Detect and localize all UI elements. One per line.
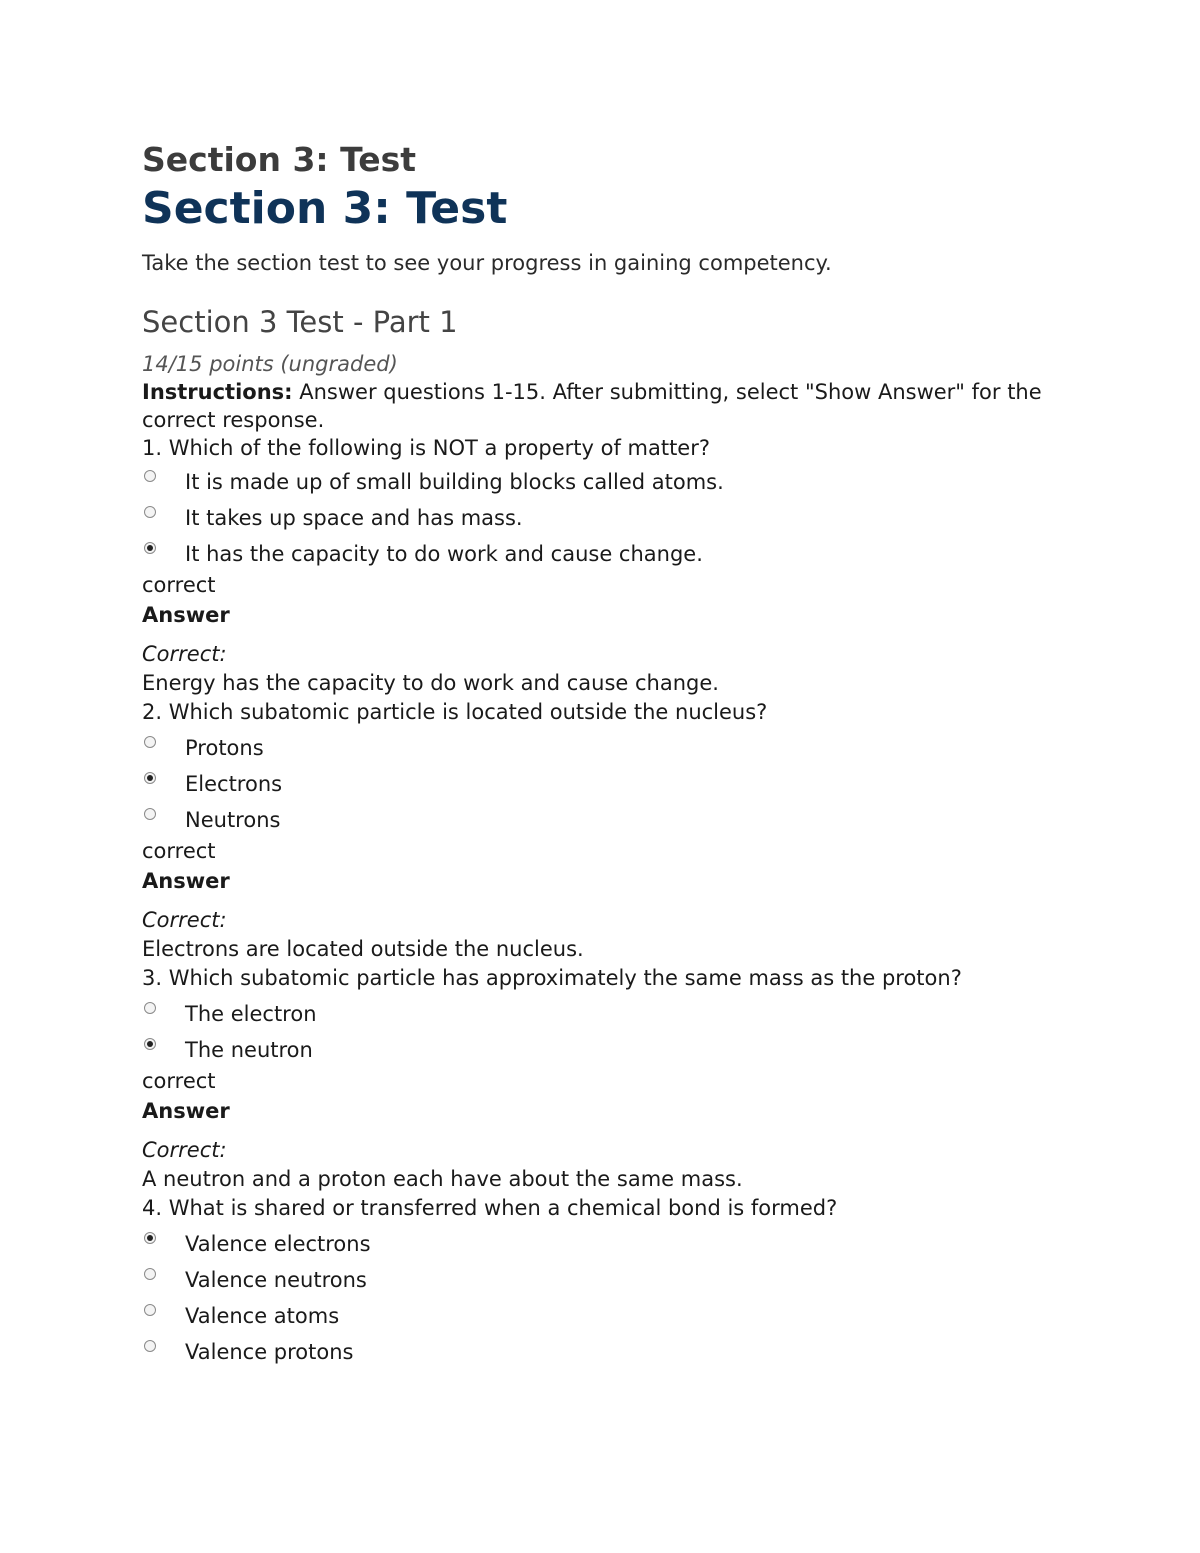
option-label: It has the capacity to do work and cause change. — [185, 542, 703, 566]
radio-unselected-icon[interactable] — [144, 1340, 156, 1352]
question-text: 1. Which of the following is NOT a property of matter? — [142, 436, 711, 460]
correct-label: Correct: — [142, 642, 227, 666]
radio-unselected-icon[interactable] — [144, 506, 156, 518]
question-text: 4. What is shared or transferred when a chemical bond is formed? — [142, 1196, 838, 1220]
answer-heading: Answer — [142, 1099, 230, 1123]
correct-label: Correct: — [142, 908, 227, 932]
question-text: 2. Which subatomic particle is located outside the nucleus? — [142, 700, 768, 724]
question-block-1 — [142, 434, 1042, 698]
question-text: 3. Which subatomic particle has approximately the same mass as the proton? — [142, 966, 962, 990]
option-label: The neutron — [185, 1038, 313, 1062]
answer-explanation: A neutron and a proton each have about the same mass. — [142, 1167, 743, 1191]
document-page — [142, 138, 1042, 1370]
result-status: correct — [142, 573, 216, 597]
instructions-label: Instructions: — [142, 380, 293, 404]
option-label: It takes up space and has mass. — [185, 506, 523, 530]
page-title: Section 3: Test — [142, 183, 508, 234]
answer-option[interactable] — [142, 1262, 1042, 1298]
radio-unselected-icon[interactable] — [144, 1268, 156, 1280]
answer-option[interactable] — [142, 1226, 1042, 1262]
option-label: It is made up of small building blocks called atoms. — [185, 470, 724, 494]
answer-option[interactable] — [142, 730, 1042, 766]
radio-selected-icon[interactable] — [144, 1038, 156, 1050]
instructions — [142, 378, 1042, 434]
radio-unselected-icon[interactable] — [144, 1002, 156, 1014]
answer-option[interactable] — [142, 766, 1042, 802]
answer-explanation: Energy has the capacity to do work and cause change. — [142, 671, 719, 695]
option-label: Protons — [185, 736, 264, 760]
answer-option[interactable] — [142, 500, 1042, 536]
option-label: Electrons — [185, 772, 283, 796]
answer-option[interactable] — [142, 464, 1042, 500]
option-label: Valence protons — [185, 1340, 354, 1364]
answer-explanation: Electrons are located outside the nucleus. — [142, 937, 584, 961]
option-label: Neutrons — [185, 808, 281, 832]
page-title-small: Section 3: Test — [142, 140, 417, 179]
answer-option[interactable] — [142, 802, 1042, 838]
instructions-text: Answer questions 1-15. After submitting, select "Show Answer" for the correct response. — [142, 380, 1042, 432]
option-label: Valence atoms — [185, 1304, 340, 1328]
radio-unselected-icon[interactable] — [144, 736, 156, 748]
answer-heading: Answer — [142, 603, 230, 627]
answer-option[interactable] — [142, 1298, 1042, 1334]
answer-option[interactable] — [142, 996, 1042, 1032]
radio-unselected-icon[interactable] — [144, 808, 156, 820]
points-score: 14/15 points (ungraded) — [142, 352, 398, 376]
correct-label: Correct: — [142, 1138, 227, 1162]
radio-unselected-icon[interactable] — [144, 470, 156, 482]
answer-option[interactable] — [142, 536, 1042, 572]
part-title: Section 3 Test - Part 1 — [142, 305, 458, 339]
radio-selected-icon[interactable] — [144, 1232, 156, 1244]
result-status: correct — [142, 839, 216, 863]
option-label: Valence electrons — [185, 1232, 371, 1256]
radio-selected-icon[interactable] — [144, 542, 156, 554]
option-label: The electron — [185, 1002, 317, 1026]
result-status: correct — [142, 1069, 216, 1093]
option-label: Valence neutrons — [185, 1268, 367, 1292]
question-block-3 — [142, 964, 1042, 1194]
answer-option[interactable] — [142, 1032, 1042, 1068]
radio-unselected-icon[interactable] — [144, 1304, 156, 1316]
answer-option[interactable] — [142, 1334, 1042, 1370]
question-block-2 — [142, 698, 1042, 964]
question-block-4 — [142, 1194, 1042, 1370]
intro-text: Take the section test to see your progress in gaining competency. — [142, 251, 832, 275]
radio-selected-icon[interactable] — [144, 772, 156, 784]
answer-heading: Answer — [142, 869, 230, 893]
